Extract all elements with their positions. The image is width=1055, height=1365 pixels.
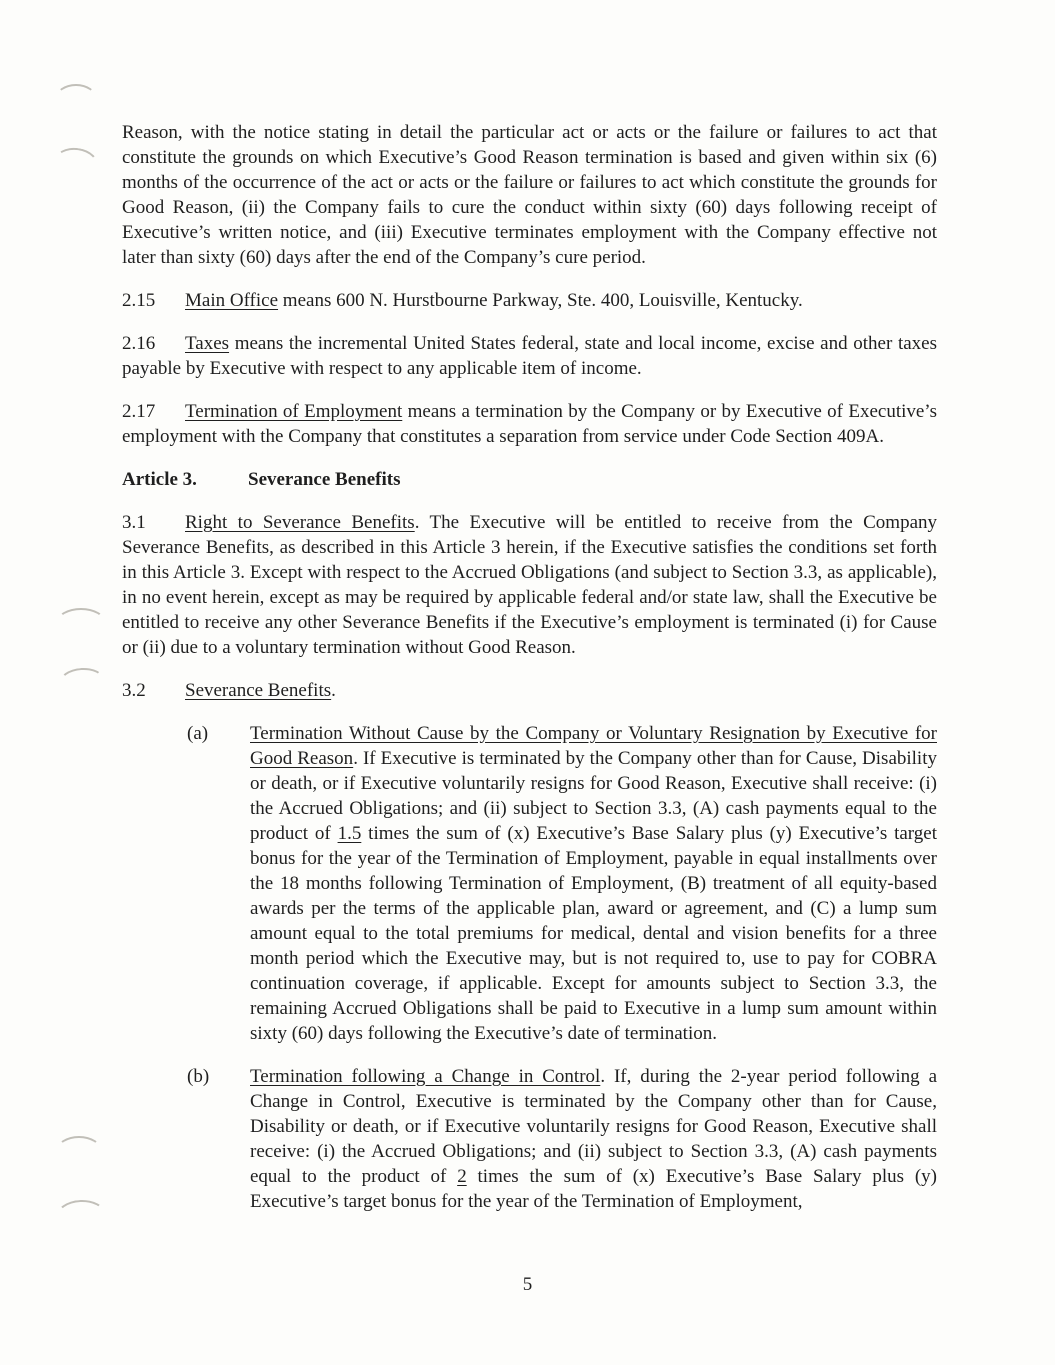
section-3-1-title: Right to Severance Benefits xyxy=(185,512,415,533)
clause-a-multiplier: 1.5 xyxy=(337,823,362,844)
clause-b-label: (b) xyxy=(187,1066,210,1087)
section-3-2-body: . xyxy=(331,680,336,701)
clause-b-text-post: times the sum of (x) Executive’s Base Salary plus (y) Executive’s target bonus for the year of the Termination of Employment, xyxy=(250,1166,937,1212)
section-2-16 xyxy=(122,331,937,381)
section-2-15-body: means 600 N. Hurstbourne Parkway, Ste. 400, Louisville, Kentucky. xyxy=(278,290,803,311)
section-2-15-title: Main Office xyxy=(185,290,279,311)
section-2-16-title: Taxes xyxy=(185,333,230,354)
article-3-label: Article 3. xyxy=(122,469,197,490)
article-3-heading xyxy=(122,467,937,492)
article-3-title: Severance Benefits xyxy=(248,469,401,490)
scan-artifact-arc-3 xyxy=(56,608,106,638)
clause-a-body xyxy=(250,721,937,1046)
section-2-15-number: 2.15 xyxy=(122,290,156,311)
scan-artifact-arc-6 xyxy=(55,1199,107,1234)
scan-artifact-arc-2 xyxy=(51,145,101,185)
clause-b-body xyxy=(250,1064,937,1214)
scan-artifact-arc-1 xyxy=(55,84,97,114)
section-3-2-title: Severance Benefits xyxy=(185,680,332,701)
section-2-17 xyxy=(122,399,937,449)
section-2-16-body: means the incremental United States federal, state and local income, excise and other taxes payable by Executive with respect to any applicable item of income. xyxy=(122,333,937,379)
clause-b-title: Termination following a Change in Control xyxy=(250,1066,601,1087)
clause-a-title: Termination Without Cause by the Company or Voluntary Resignation by Executive for Good Reason xyxy=(250,723,937,769)
clause-b-multiplier: 2 xyxy=(457,1166,467,1187)
section-2-16-number: 2.16 xyxy=(122,333,156,354)
clause-b xyxy=(187,1064,937,1214)
clause-a-text-post: times the sum of (x) Executive’s Base Salary plus (y) Executive’s target bonus for the year of the Termination of Employment, payable in equal installments over the 18 months following Termination of Employment, (B) treatment of all equity-based awards per the terms of the applicable plan, award or agreement, and (C) a lump sum amount equal to the total premiums for medical, dental and vision benefits for a three month period which the Executive may, but is not required to, use to pay for COBRA continuation coverage, if applicable. Except for amounts subject to Section 3.3, the remaining Accrued Obligations shall be paid to Executive in a lump sum amount within sixty (60) days following the Executive’s date of termination. xyxy=(250,823,937,1044)
section-3-2 xyxy=(122,678,937,703)
section-2-17-number: 2.17 xyxy=(122,401,156,422)
section-2-15 xyxy=(122,288,937,313)
clause-b-text-pre: . If, during the 2-year period following a Change in Control, Executive is terminated by the Company other than for Cause, Disability or death, or if Executive voluntarily resigns for Good Reason, Executive shall receive: (i) the Accrued Obligations; and (ii) subject to Section 3.3, (A) cash payments equal to the product of xyxy=(250,1066,937,1187)
section-3-1-number: 3.1 xyxy=(122,512,146,533)
section-3-1 xyxy=(122,510,937,660)
clause-a-text-pre: . If Executive is terminated by the Company other than for Cause, Disability or death, or if Executive voluntarily resigns for Good Reason, Executive shall receive: (i) the Accrued Obligations; and (ii) subject to Section 3.3, (A) cash payments equal to the product of xyxy=(250,748,937,844)
document-page-body xyxy=(122,120,937,1232)
scan-artifact-arc-5 xyxy=(56,1136,102,1166)
clause-a-label: (a) xyxy=(187,723,209,744)
section-3-1-body: . The Executive will be entitled to receive from the Company Severance Benefits, as described in this Article 3 herein, if the Executive satisfies the conditions set forth in this Article 3. Except with respect to the Accrued Obligations (and subject to Section 3.3, as applicable), in no event herein, except as may be required by applicable federal and/or state law, shall the Executive be entitled to receive any other Severance Benefits if the Executive’s employment is terminated (i) for Cause or (ii) due to a voluntary termination without Good Reason. xyxy=(122,512,938,658)
section-2-17-body: means a termination by the Company or by Executive of Executive’s employment with the Company that constitutes a separation from service under Code Section 409A. xyxy=(122,401,937,447)
section-3-2-number: 3.2 xyxy=(122,680,146,701)
scan-artifact-arc-4 xyxy=(58,666,106,697)
continuation-paragraph-text: Reason, with the notice stating in detail the particular act or acts or the failure or failures to act that constitute the grounds on which Executive’s Good Reason termination is based and given within six (6) months of the occurrence of the act or acts or the failure or failures to act which constitute the grounds for Good Reason, (ii) the Company fails to cure the conduct within sixty (60) days following receipt of Executive’s written notice, and (iii) Executive terminates employment with the Company effective not later than sixty (60) days after the end of the Company’s cure period. xyxy=(122,122,937,268)
clause-a xyxy=(187,721,937,1046)
continuation-paragraph xyxy=(122,120,937,270)
section-2-17-title: Termination of Employment xyxy=(185,401,403,422)
page-number: 5 xyxy=(522,1274,533,1295)
